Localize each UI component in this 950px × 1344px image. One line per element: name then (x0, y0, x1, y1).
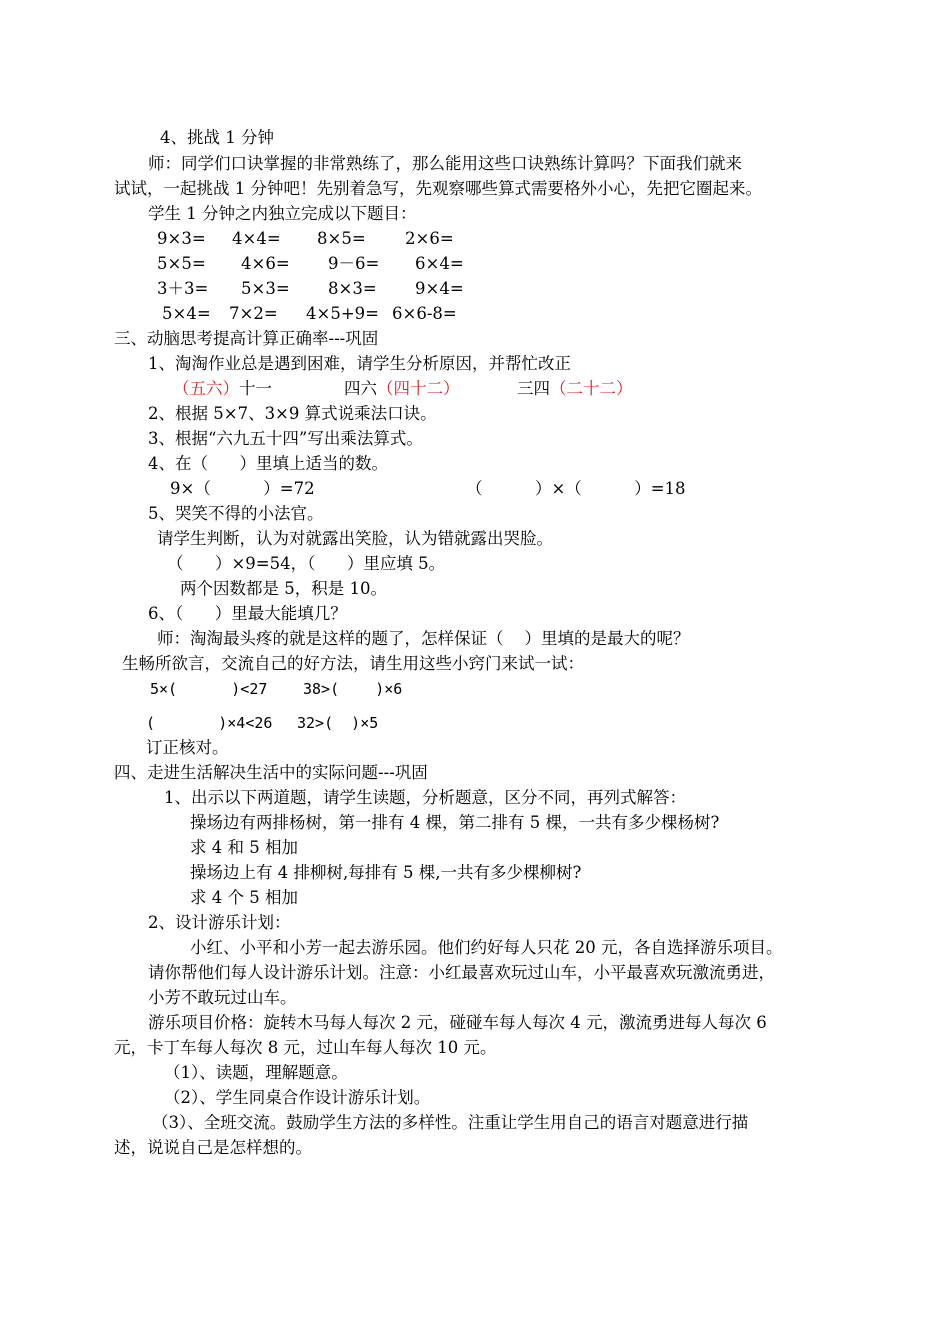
item-3-5: 5、哭笑不得的小法官。 (148, 504, 324, 523)
inequality: 5×( )<27 (150, 680, 268, 698)
math-cell: 5×5= (157, 254, 206, 273)
section-4-title: 4、挑战 1 分钟 (160, 128, 274, 147)
math-cell: 5×3= (241, 279, 290, 298)
math-cell: 4×4= (232, 229, 281, 248)
item-4-2-line-2: 请你帮他们每人设计游乐计划。注意：小红最喜欢玩过山车，小平最喜欢玩激流勇进， (148, 963, 775, 982)
math-cell: 9－6= (328, 254, 380, 273)
item-4-1-question-2: 操场边上有 4 排柳树,每排有 5 棵,一共有多少棵柳树? (190, 863, 582, 882)
section-3-heading: 三、动脑思考提高计算正确率---巩固 (114, 329, 379, 348)
correction-b-answer: （四十二） (377, 379, 460, 398)
math-cell: 6×4= (415, 254, 464, 273)
correction-c-answer: （二十二） (550, 379, 633, 398)
math-cell: 7×2= (229, 304, 278, 323)
item-4-2-line-3: 小芳不敢玩过山车。 (148, 988, 297, 1007)
correction-a-answer: （五六） (173, 379, 239, 398)
item-3-5-statement-1: （ ）×9=54，（ ）里应填 5。 (167, 554, 446, 573)
item-3-4: 4、在（ ）里填上适当的数。 (148, 454, 388, 473)
math-cell: 4×6= (241, 254, 290, 273)
item-3-4-equation-1: 9×（ ）=72 (170, 479, 315, 498)
item-4-2: 2、设计游乐计划： (148, 913, 291, 932)
item-3-1: 1、淘淘作业总是遇到困难，请学生分析原因，并帮忙改正 (148, 354, 571, 373)
correction-a-text: 十一 (239, 379, 272, 398)
item-3-3: 3、根据“六九五十四”写出乘法算式。 (148, 429, 423, 448)
inequality: ( )×4<26 (146, 714, 273, 732)
correction-c (517, 378, 633, 400)
math-cell: 3＋3= (157, 279, 209, 298)
math-cell: 8×5= (317, 229, 366, 248)
step-2: （2）、学生同桌合作设计游乐计划。 (164, 1088, 431, 1107)
teacher-paragraph-line-2: 试试，一起挑战 1 分钟吧！先别着急写，先观察哪些算式需要格外小心，先把它圈起来。 (114, 179, 762, 198)
math-cell: 5×4= (162, 304, 211, 323)
math-cell: 4×5+9= (306, 304, 379, 323)
math-cell: 9×4= (415, 279, 464, 298)
correction-b-text: 四六 (344, 379, 377, 398)
math-cell: 9×3= (157, 229, 206, 248)
math-cell: 2×6= (405, 229, 454, 248)
correction-c-text: 三四 (517, 379, 550, 398)
step-1: （1）、读题，理解题意。 (164, 1063, 348, 1082)
step-3-line-1: （3）、全班交流。鼓励学生方法的多样性。注重让学生用自己的语言对题意进行描 (152, 1113, 749, 1132)
student-instruction: 学生 1 分钟之内独立完成以下题目： (148, 204, 417, 223)
item-4-2-line-1: 小红、小平和小芳一起去游乐园。他们约好每人只花 20 元，各自选择游乐项目。 (190, 938, 783, 957)
item-4-1-question-1: 操场边有两排杨树，第一排有 4 棵，第二排有 5 棵，一共有多少棵杨树? (190, 813, 720, 832)
inequality: 38>( )×6 (303, 680, 403, 698)
section-4-heading: 四、走进生活解决生活中的实际问题---巩固 (114, 763, 428, 782)
item-3-6-teacher: 师：淘淘最头疼的就是这样的题了，怎样保证（ ）里填的是最大的呢？ (157, 629, 690, 648)
item-4-2-prices-line-1: 游乐项目价格：旋转木马每人每次 2 元，碰碰车每人每次 4 元，激流勇进每人每次 6 (148, 1013, 767, 1032)
item-3-5-instruction: 请学生判断，认为对就露出笑脸，认为错就露出哭脸。 (157, 529, 553, 548)
check-note: 订正核对。 (146, 738, 229, 757)
item-3-6: 6、（ ）里最大能填几？ (148, 604, 347, 623)
item-3-2: 2、根据 5×7、3×9 算式说乘法口诀。 (148, 404, 437, 423)
inequality: 32>( )×5 (297, 714, 379, 732)
teacher-paragraph-line-1: 师：同学们口诀掌握的非常熟练了，那么能用这些口诀熟练计算吗？下面我们就来 (148, 154, 742, 173)
item-4-2-prices-line-2: 元，卡丁车每人每次 8 元，过山车每人每次 10 元。 (114, 1038, 497, 1057)
correction-b (344, 378, 460, 400)
item-4-1-answer-1: 求 4 和 5 相加 (190, 838, 298, 857)
math-cell: 6×6-8= (392, 304, 457, 323)
correction-a (173, 378, 272, 400)
item-3-6-students: 生畅所欲言，交流自己的好方法，请生用这些小窍门来试一试： (122, 654, 584, 673)
step-3-line-2: 述，说说自己是怎样想的。 (114, 1138, 312, 1157)
item-4-1: 1、出示以下两道题，请学生读题，分析题意，区分不同，再列式解答： (164, 788, 686, 807)
item-4-1-answer-2: 求 4 个 5 相加 (190, 888, 298, 907)
math-cell: 8×3= (328, 279, 377, 298)
item-3-4-equation-2: （ ）×（ ）=18 (466, 479, 686, 498)
item-3-5-statement-2: 两个因数都是 5，积是 10。 (180, 579, 387, 598)
